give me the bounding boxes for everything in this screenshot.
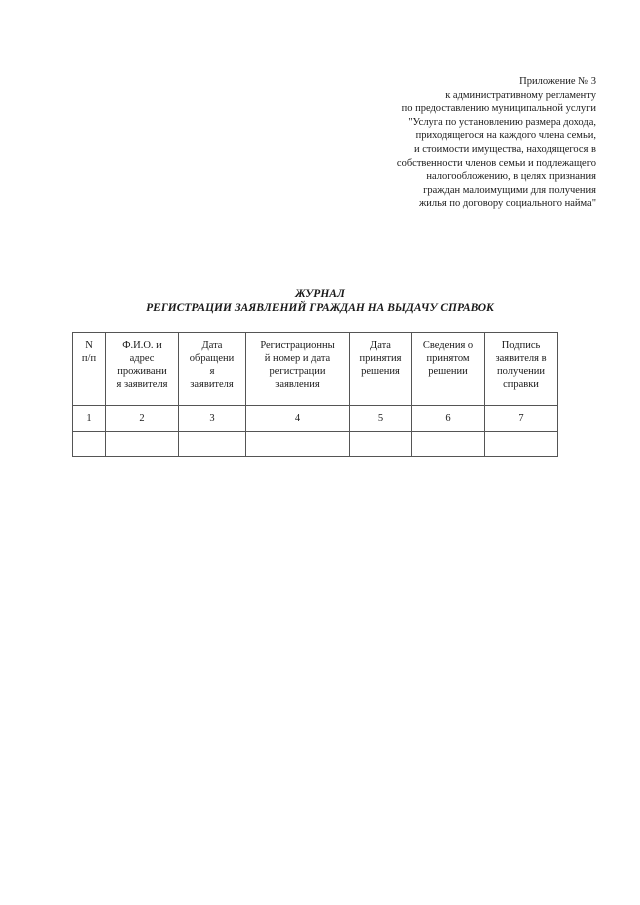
header-text: заявления <box>275 379 320 390</box>
registration-journal-table <box>72 332 558 457</box>
header-cell-registration <box>246 333 350 406</box>
header-text: п/п <box>81 353 97 364</box>
header-text: я заявителя <box>116 379 168 390</box>
title-line-1: ЖУРНАЛ <box>295 288 345 300</box>
empty-entry-row <box>73 432 558 457</box>
header-text: N <box>85 340 93 351</box>
appendix-line: к административному регламенту <box>445 89 596 101</box>
empty-cell <box>485 432 558 457</box>
header-text: обращени <box>189 353 235 364</box>
title-line-2: РЕГИСТРАЦИИ ЗАЯВЛЕНИЙ ГРАЖДАН НА ВЫДАЧУ СПРАВОК <box>146 302 494 314</box>
header-text: получении <box>496 366 546 377</box>
column-number-row <box>73 406 558 432</box>
column-number-cell: 5 <box>350 406 412 432</box>
header-text: Подпись <box>501 340 541 351</box>
header-text: я <box>209 366 215 377</box>
column-number-cell: 4 <box>246 406 350 432</box>
header-text: Регистрационны <box>260 340 335 351</box>
document-title <box>0 287 640 315</box>
header-text: Сведения о <box>422 340 474 351</box>
appendix-line: и стоимости имущества, находящегося в <box>414 143 596 155</box>
appendix-line: приходящегося на каждого члена семьи, <box>415 130 596 142</box>
appendix-line: жилья по договору социального найма" <box>419 198 596 210</box>
column-number-cell: 2 <box>106 406 179 432</box>
header-text: Дата <box>370 340 391 351</box>
appendix-line: "Услуга по установлению размера дохода, <box>408 116 596 128</box>
header-text: заявителя <box>190 379 234 390</box>
column-number-cell: 3 <box>179 406 246 432</box>
header-text: проживани <box>117 366 167 377</box>
header-text: Дата <box>201 340 223 351</box>
table-header-row <box>73 333 558 406</box>
header-cell-decision-info <box>412 333 485 406</box>
empty-cell <box>246 432 350 457</box>
column-number-cell: 7 <box>485 406 558 432</box>
header-text: справки <box>503 379 539 390</box>
header-text: й номер и дата <box>264 353 331 364</box>
header-text: адрес <box>129 353 155 364</box>
header-text: принятом <box>426 353 470 364</box>
header-cell-number <box>73 333 106 406</box>
header-text: Ф.И.О. и <box>122 340 162 351</box>
appendix-line: налогообложению, в целях признания <box>426 171 596 183</box>
header-cell-applicant-name <box>106 333 179 406</box>
appendix-line: собственности членов семьи и подлежащего <box>396 157 596 169</box>
header-text: регистрации <box>269 366 326 377</box>
appendix-note <box>296 75 596 211</box>
header-text: принятия <box>359 353 402 364</box>
column-number-cell: 6 <box>412 406 485 432</box>
header-text: заявителя в <box>495 353 547 364</box>
empty-cell <box>106 432 179 457</box>
column-number-cell: 1 <box>73 406 106 432</box>
header-text: решении <box>428 366 468 377</box>
header-text: решения <box>361 366 400 377</box>
empty-cell <box>73 432 106 457</box>
appendix-line: граждан малоимущими для получения <box>423 184 596 196</box>
empty-cell <box>350 432 412 457</box>
appendix-line: Приложение № 3 <box>519 76 596 87</box>
header-cell-request-date <box>179 333 246 406</box>
appendix-line: по предоставлению муниципальной услуги <box>401 103 596 115</box>
header-cell-decision-date <box>350 333 412 406</box>
empty-cell <box>412 432 485 457</box>
empty-cell <box>179 432 246 457</box>
header-cell-signature <box>485 333 558 406</box>
